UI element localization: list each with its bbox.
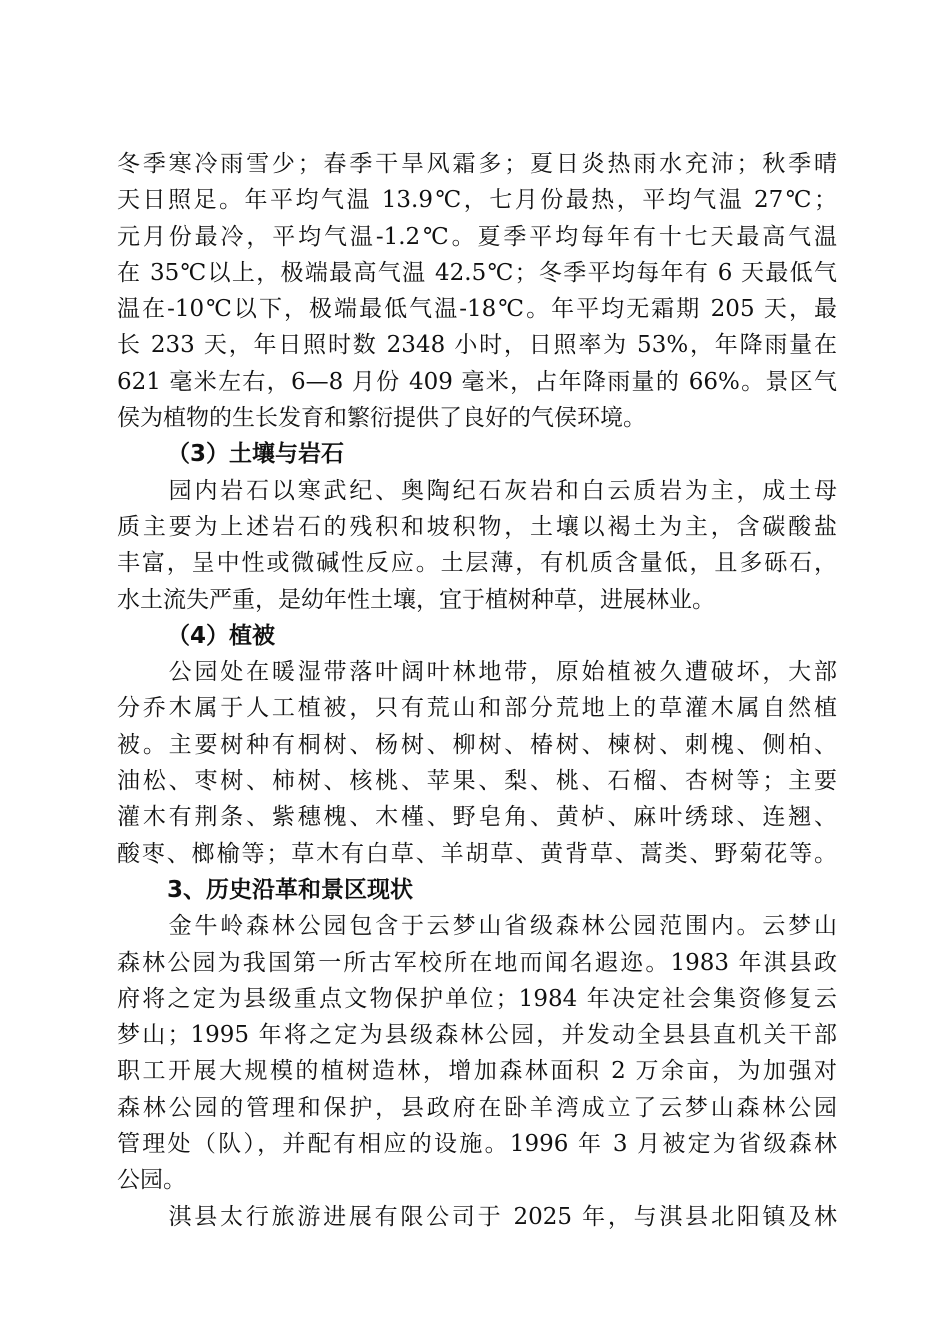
paragraph-line: 侯为植物的生长发育和繁衍提供了良好的气侯环境。 — [117, 405, 646, 432]
paragraph-line: 在 35℃以上，极端最高气温 42.5℃；冬季平均每年有 6 天最低气 — [117, 259, 837, 286]
paragraph-line: 公园。 — [117, 1167, 186, 1194]
paragraph-line: 灌木有荆条、紫穗槐、木槿、野皂角、黄栌、麻叶绣球、连翘、 — [117, 804, 837, 831]
paragraph-line: 府将之定为县级重点文物保护单位；1984 年决定社会集资修复云 — [117, 985, 837, 1012]
paragraph-line: 温在-10℃以下，极端最低气温-18℃。年平均无霜期 205 天，最 — [117, 296, 837, 323]
paragraph-line: 公园处在暖湿带落叶阔叶林地带，原始植被久遭破坏，大部 — [117, 659, 837, 686]
paragraph-line: 园内岩石以寒武纪、奥陶纪石灰岩和白云质岩为主，成土母 — [117, 477, 837, 504]
paragraph-line: 天日照足。年平均气温 13.9℃，七月份最热，平均气温 27℃； — [117, 187, 837, 214]
paragraph-line: 被。主要树种有桐树、杨树、柳树、椿树、楝树、刺槐、侧柏、 — [117, 731, 837, 758]
document-body — [117, 146, 837, 1235]
paragraph-line: 金牛岭森林公园包含于云梦山省级森林公园范围内。云梦山 — [117, 913, 837, 940]
paragraph-line: 质主要为上述岩石的残积和坡积物，土壤以褐土为主，含碳酸盐 — [117, 513, 837, 540]
section-heading: （4）植被 — [167, 622, 276, 649]
paragraph-line: 长 233 天，年日照时数 2348 小时，日照率为 53%，年降雨量在 — [117, 332, 837, 359]
paragraph-line: 丰富，呈中性或微碱性反应。土层薄，有机质含量低，且多砾石， — [117, 550, 837, 577]
section-heading: 3、历史沿革和景区现状 — [167, 876, 414, 903]
paragraph-line: 酸枣、榔榆等；草木有白草、羊胡草、黄背草、蒿类、野菊花等。 — [117, 840, 837, 867]
paragraph-line: 分乔木属于人工植被，只有荒山和部分荒地上的草灌木属自然植 — [117, 695, 837, 722]
paragraph-line: 管理处（队），并配有相应的设施。1996 年 3 月被定为省级森林 — [117, 1131, 837, 1158]
paragraph-line: 冬季寒冷雨雪少；春季干旱风霜多；夏日炎热雨水充沛；秋季晴 — [117, 151, 837, 177]
paragraph-line: 元月份最冷，平均气温-1.2℃。夏季平均每年有十七天最高气温 — [117, 223, 837, 250]
paragraph-line: 森林公园为我国第一所古军校所在地而闻名遐迩。1983 年淇县政 — [117, 949, 837, 976]
paragraph-line: 水土流失严重，是幼年性土壤，宜于植树种草，进展林业。 — [117, 586, 715, 613]
paragraph-line: 621 毫米左右，6—8 月份 409 毫米，占年降雨量的 66%。景区气 — [117, 368, 837, 395]
paragraph-line: 森林公园的管理和保护，县政府在卧羊湾成立了云梦山森林公园 — [117, 1094, 837, 1121]
paragraph-line: 职工开展大规模的植树造林，增加森林面积 2 万余亩，为加强对 — [117, 1058, 837, 1085]
paragraph-line: 淇县太行旅游进展有限公司于 2025 年，与淇县北阳镇及林 — [117, 1203, 837, 1230]
section-heading: （3）土壤与岩石 — [167, 441, 345, 468]
paragraph-line: 油松、枣树、柿树、核桃、苹果、梨、桃、石榴、杏树等；主要 — [117, 768, 837, 795]
paragraph-line: 梦山；1995 年将之定为县级森林公园，并发动全县县直机关干部 — [117, 1022, 837, 1049]
